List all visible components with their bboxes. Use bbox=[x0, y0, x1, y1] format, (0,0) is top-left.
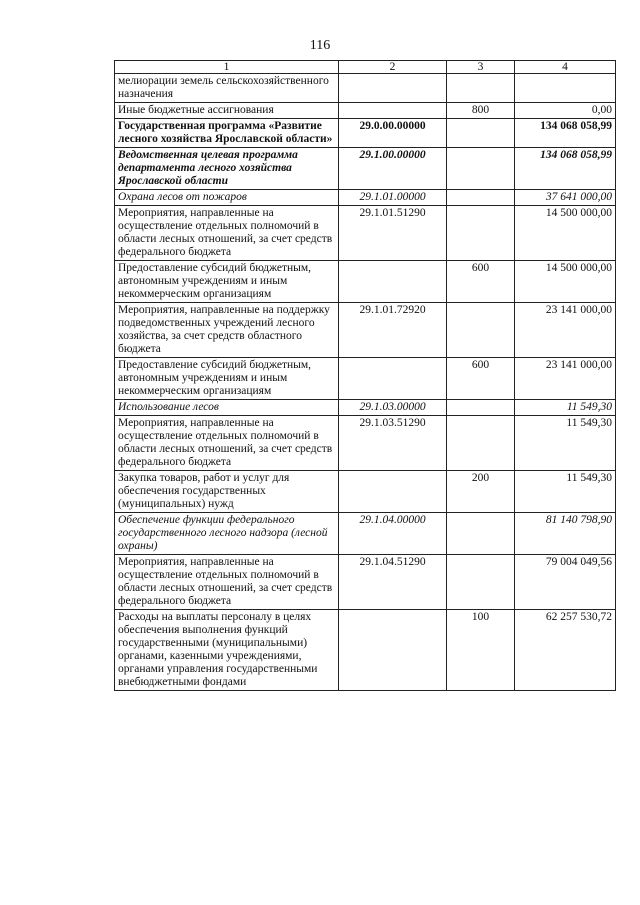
table-row bbox=[115, 148, 616, 190]
row-amount: 81 140 798,90 bbox=[515, 513, 616, 555]
row-code bbox=[339, 261, 447, 303]
table-row bbox=[115, 206, 616, 261]
row-name: Ведомственная целевая программа департамента лесного хозяйства Ярославской области bbox=[115, 148, 339, 190]
row-name: Предоставление субсидий бюджетным, автономным учреждениям и иным некоммерческим организациям bbox=[115, 261, 339, 303]
row-name: Государственная программа «Развитие лесного хозяйства Ярославской области» bbox=[115, 119, 339, 148]
row-type bbox=[447, 416, 515, 471]
row-name: Расходы на выплаты персоналу в целях обеспечения выполнения функций государственными (муниципальными) органами, казенными учреждениями, органами управления государственными внебюджетными фондами bbox=[115, 610, 339, 691]
table-row bbox=[115, 358, 616, 400]
row-name: Обеспечение функции федерального государственного лесного надзора (лесной охраны) bbox=[115, 513, 339, 555]
row-type bbox=[447, 206, 515, 261]
row-code: 29.0.00.00000 bbox=[339, 119, 447, 148]
row-type bbox=[447, 303, 515, 358]
row-amount: 62 257 530,72 bbox=[515, 610, 616, 691]
row-code: 29.1.01.51290 bbox=[339, 206, 447, 261]
table-row bbox=[115, 119, 616, 148]
row-amount: 79 004 049,56 bbox=[515, 555, 616, 610]
row-code: 29.1.04.51290 bbox=[339, 555, 447, 610]
row-code bbox=[339, 74, 447, 103]
row-name: мелиорации земель сельскохозяйственного назначения bbox=[115, 74, 339, 103]
row-code bbox=[339, 610, 447, 691]
row-type: 600 bbox=[447, 261, 515, 303]
table-row bbox=[115, 416, 616, 471]
row-code: 29.1.03.51290 bbox=[339, 416, 447, 471]
row-type bbox=[447, 119, 515, 148]
row-amount: 23 141 000,00 bbox=[515, 358, 616, 400]
row-amount: 0,00 bbox=[515, 103, 616, 119]
row-type: 600 bbox=[447, 358, 515, 400]
row-type: 800 bbox=[447, 103, 515, 119]
column-header-name: 1 bbox=[115, 61, 339, 74]
page-number: 116 bbox=[309, 38, 331, 53]
table-body bbox=[115, 74, 616, 691]
row-name: Закупка товаров, работ и услуг для обеспечения государственных (муниципальных) нужд bbox=[115, 471, 339, 513]
row-code: 29.1.04.00000 bbox=[339, 513, 447, 555]
table-row bbox=[115, 471, 616, 513]
row-amount: 134 068 058,99 bbox=[515, 119, 616, 148]
row-type bbox=[447, 513, 515, 555]
row-code bbox=[339, 471, 447, 513]
row-amount bbox=[515, 74, 616, 103]
table-row bbox=[115, 555, 616, 610]
table-row bbox=[115, 261, 616, 303]
row-type: 100 bbox=[447, 610, 515, 691]
table-header-row bbox=[115, 61, 616, 74]
row-type: 200 bbox=[447, 471, 515, 513]
row-amount: 14 500 000,00 bbox=[515, 206, 616, 261]
column-header-amount: 4 bbox=[515, 61, 616, 74]
row-type bbox=[447, 190, 515, 206]
row-amount: 14 500 000,00 bbox=[515, 261, 616, 303]
row-name: Охрана лесов от пожаров bbox=[115, 190, 339, 206]
row-type bbox=[447, 74, 515, 103]
row-code: 29.1.03.00000 bbox=[339, 400, 447, 416]
table-row bbox=[115, 190, 616, 206]
table-row bbox=[115, 74, 616, 103]
row-name: Мероприятия, направленные на поддержку подведомственных учреждений лесного хозяйства, за счет средств областного бюджета bbox=[115, 303, 339, 358]
row-code bbox=[339, 358, 447, 400]
row-type bbox=[447, 148, 515, 190]
row-amount: 37 641 000,00 bbox=[515, 190, 616, 206]
row-amount: 11 549,30 bbox=[515, 416, 616, 471]
row-amount: 11 549,30 bbox=[515, 400, 616, 416]
row-code: 29.1.01.72920 bbox=[339, 303, 447, 358]
row-name: Иные бюджетные ассигнования bbox=[115, 103, 339, 119]
row-code: 29.1.00.00000 bbox=[339, 148, 447, 190]
row-amount: 11 549,30 bbox=[515, 471, 616, 513]
row-type bbox=[447, 400, 515, 416]
row-amount: 23 141 000,00 bbox=[515, 303, 616, 358]
row-name: Предоставление субсидий бюджетным, автономным учреждениям и иным некоммерческим организациям bbox=[115, 358, 339, 400]
table-row bbox=[115, 303, 616, 358]
table-row bbox=[115, 103, 616, 119]
row-name: Мероприятия, направленные на осуществление отдельных полномочий в области лесных отношений, за счет средств федерального бюджета bbox=[115, 416, 339, 471]
column-header-type: 3 bbox=[447, 61, 515, 74]
row-type bbox=[447, 555, 515, 610]
row-amount: 134 068 058,99 bbox=[515, 148, 616, 190]
row-code bbox=[339, 103, 447, 119]
row-code: 29.1.01.00000 bbox=[339, 190, 447, 206]
budget-table bbox=[114, 60, 616, 691]
column-header-code: 2 bbox=[339, 61, 447, 74]
table-row bbox=[115, 400, 616, 416]
row-name: Мероприятия, направленные на осуществление отдельных полномочий в области лесных отношений, за счет средств федерального бюджета bbox=[115, 206, 339, 261]
row-name: Использование лесов bbox=[115, 400, 339, 416]
row-name: Мероприятия, направленные на осуществление отдельных полномочий в области лесных отношений, за счет средств федерального бюджета bbox=[115, 555, 339, 610]
table-row bbox=[115, 513, 616, 555]
table-row bbox=[115, 610, 616, 691]
